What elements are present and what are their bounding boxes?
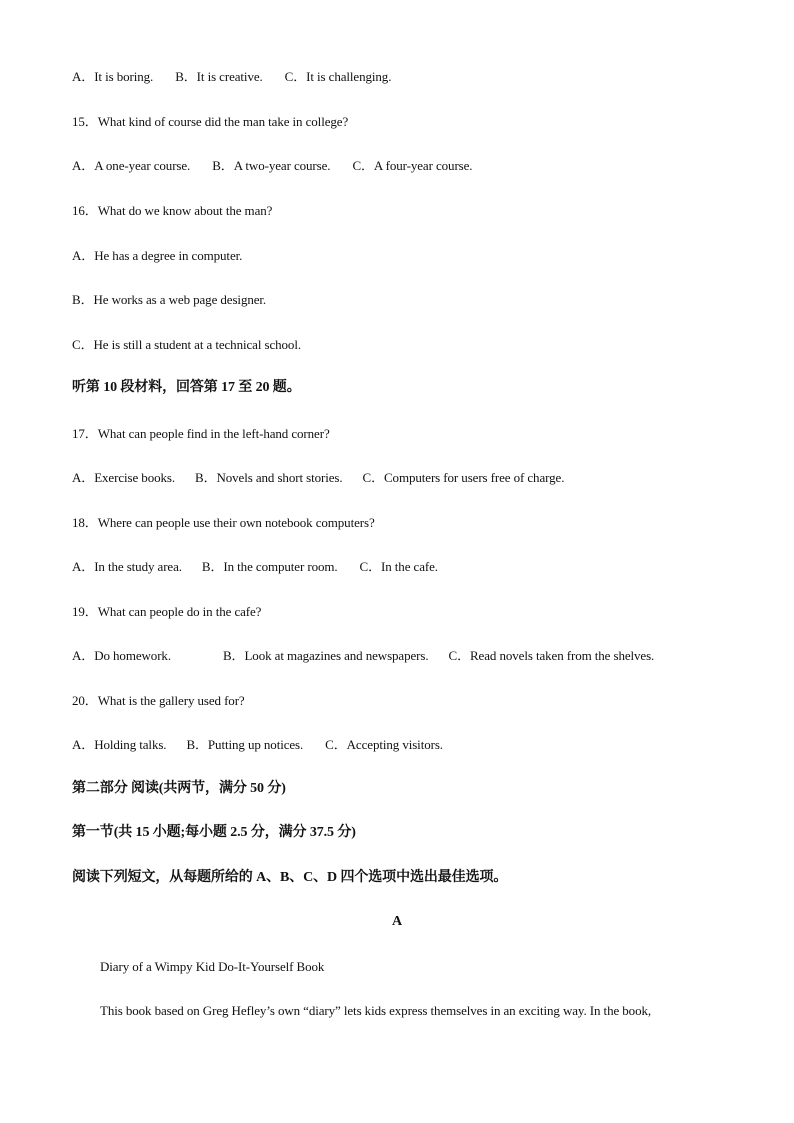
q15-options <box>72 158 472 174</box>
q17-question: 17．What can people find in the left-hand corner? <box>72 426 330 441</box>
passage-title: Diary of a Wimpy Kid Do-It-Yourself Book <box>100 959 325 974</box>
q18-options <box>72 559 438 575</box>
q19-option-b: B．Look at magazines and newspapers. <box>222 648 429 663</box>
q17-options <box>72 470 564 486</box>
q19-question: 19．What can people do in the cafe? <box>72 604 262 619</box>
q15-option-b: B．A two-year course. <box>212 158 331 173</box>
q19-options <box>72 648 654 664</box>
q18-option-a: A．In the study area. <box>72 559 182 574</box>
q14-options <box>72 69 391 85</box>
q20-option-b: B．Putting up notices. <box>186 737 304 752</box>
section-1-heading: 第一节(共 15 小题;每小题 2.5 分，满分 37.5 分) <box>72 825 356 840</box>
q17-option-b: B．Novels and short stories. <box>195 470 343 485</box>
q16-option-a: A．He has a degree in computer. <box>72 248 243 263</box>
q19-option-a: A．Do homework. <box>72 648 171 663</box>
q14-option-c: C．It is challenging. <box>284 69 392 84</box>
part-2-heading: 第二部分 阅读(共两节，满分 50 分) <box>72 781 286 796</box>
q16-question: 16．What do we know about the man? <box>72 203 273 218</box>
q16-option-b: B．He works as a web page designer. <box>72 292 267 307</box>
q15-option-a: A．A one-year course. <box>72 158 191 173</box>
passage-label: A <box>391 914 403 929</box>
passage-first-line: This book based on Greg Hefley’s own “diary” lets kids express themselves in an exciting way. In the book, <box>100 1003 652 1018</box>
q18-option-b: B．In the computer room. <box>201 559 338 574</box>
q20-options <box>72 737 443 753</box>
q20-option-c: C．Accepting visitors. <box>325 737 443 752</box>
q20-question: 20．What is the gallery used for? <box>72 693 245 708</box>
q17-option-c: C．Computers for users free of charge. <box>362 470 565 485</box>
q14-option-a: A．It is boring. <box>72 69 154 84</box>
q14-option-b: B．It is creative. <box>175 69 263 84</box>
q16-option-c: C．He is still a student at a technical school. <box>72 337 301 352</box>
q15-question: 15．What kind of course did the man take in college? <box>72 114 349 129</box>
q18-option-c: C．In the cafe. <box>359 559 438 574</box>
q17-option-a: A．Exercise books. <box>72 470 175 485</box>
q18-question: 18．Where can people use their own notebook computers? <box>72 515 375 530</box>
reading-instruction: 阅读下列短文，从每题所给的 A、B、C、D 四个选项中选出最佳选项。 <box>72 870 508 885</box>
section-10-heading: 听第 10 段材料，回答第 17 至 20 题。 <box>72 380 301 395</box>
q15-option-c: C．A four-year course. <box>352 158 473 173</box>
q20-option-a: A．Holding talks. <box>72 737 167 752</box>
q19-option-c: C．Read novels taken from the shelves. <box>448 648 655 663</box>
